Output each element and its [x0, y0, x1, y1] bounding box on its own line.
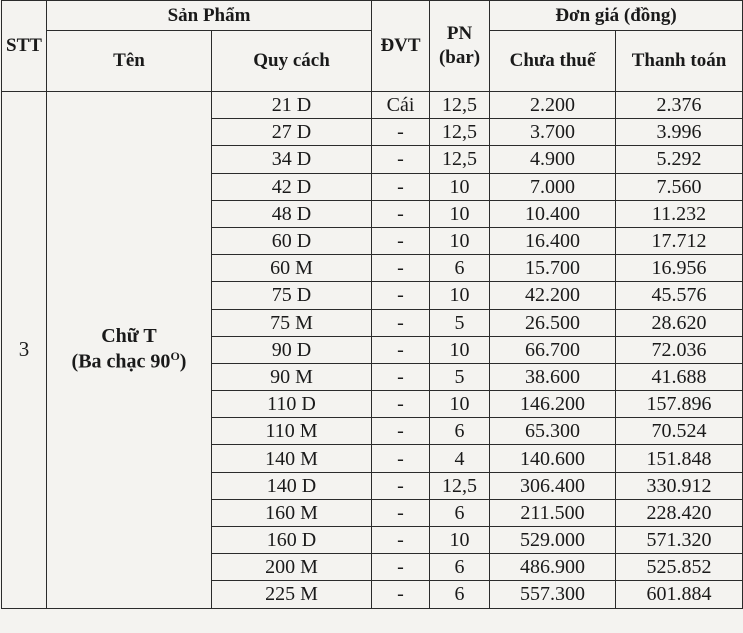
header-price-before-tax: Chưa thuế	[490, 31, 616, 92]
spec-cell: 200 M	[212, 554, 372, 581]
pn-cell: 12,5	[430, 119, 490, 146]
price-cell: 10.400	[490, 200, 616, 227]
total-cell: 41.688	[616, 363, 743, 390]
pn-cell: 5	[430, 363, 490, 390]
pn-cell: 10	[430, 527, 490, 554]
pn-cell: 6	[430, 499, 490, 526]
header-unit: ĐVT	[372, 1, 430, 92]
pn-cell: 12,5	[430, 472, 490, 499]
unit-cell: -	[372, 146, 430, 173]
price-cell: 16.400	[490, 227, 616, 254]
price-cell: 66.700	[490, 336, 616, 363]
spec-cell: 110 M	[212, 418, 372, 445]
header-name: Tên	[47, 31, 212, 92]
price-cell: 3.700	[490, 119, 616, 146]
degree-sign: O	[170, 349, 180, 364]
price-cell: 7.000	[490, 173, 616, 200]
table-body	[2, 92, 743, 609]
unit-cell: -	[372, 309, 430, 336]
unit-cell: -	[372, 336, 430, 363]
pn-cell: 6	[430, 581, 490, 608]
total-cell: 16.956	[616, 255, 743, 282]
spec-cell: 27 D	[212, 119, 372, 146]
unit-cell: -	[372, 499, 430, 526]
spec-cell: 140 M	[212, 445, 372, 472]
total-cell: 17.712	[616, 227, 743, 254]
table-row	[2, 92, 743, 119]
pn-cell: 5	[430, 309, 490, 336]
total-cell: 525.852	[616, 554, 743, 581]
product-name-cell	[47, 92, 212, 609]
unit-cell: -	[372, 227, 430, 254]
unit-cell: -	[372, 363, 430, 390]
price-cell: 2.200	[490, 92, 616, 119]
total-cell: 11.232	[616, 200, 743, 227]
price-cell: 486.900	[490, 554, 616, 581]
price-cell: 146.200	[490, 391, 616, 418]
unit-cell: -	[372, 200, 430, 227]
spec-cell: 21 D	[212, 92, 372, 119]
total-cell: 151.848	[616, 445, 743, 472]
spec-cell: 90 D	[212, 336, 372, 363]
total-cell: 2.376	[616, 92, 743, 119]
unit-cell: -	[372, 581, 430, 608]
unit-cell: -	[372, 445, 430, 472]
unit-cell: -	[372, 119, 430, 146]
pn-cell: 10	[430, 336, 490, 363]
total-cell: 157.896	[616, 391, 743, 418]
pn-cell: 6	[430, 554, 490, 581]
price-cell: 211.500	[490, 499, 616, 526]
price-cell: 306.400	[490, 472, 616, 499]
pn-cell: 10	[430, 173, 490, 200]
spec-cell: 34 D	[212, 146, 372, 173]
total-cell: 330.912	[616, 472, 743, 499]
total-cell: 571.320	[616, 527, 743, 554]
price-cell: 26.500	[490, 309, 616, 336]
unit-cell: -	[372, 472, 430, 499]
total-cell: 70.524	[616, 418, 743, 445]
header-price-group: Đơn giá (đồng)	[490, 1, 743, 31]
price-cell: 42.200	[490, 282, 616, 309]
total-cell: 7.560	[616, 173, 743, 200]
total-cell: 72.036	[616, 336, 743, 363]
header-price-total: Thanh toán	[616, 31, 743, 92]
spec-cell: 60 D	[212, 227, 372, 254]
pn-cell: 12,5	[430, 146, 490, 173]
spec-cell: 160 D	[212, 527, 372, 554]
spec-cell: 60 M	[212, 255, 372, 282]
total-cell: 45.576	[616, 282, 743, 309]
price-cell: 557.300	[490, 581, 616, 608]
spec-cell: 42 D	[212, 173, 372, 200]
pn-cell: 4	[430, 445, 490, 472]
spec-cell: 90 M	[212, 363, 372, 390]
unit-cell: -	[372, 527, 430, 554]
product-desc-close: )	[179, 351, 187, 374]
header-pn	[430, 1, 490, 92]
pn-cell: 10	[430, 227, 490, 254]
unit-cell: -	[372, 255, 430, 282]
header-pn-label: PN	[446, 23, 473, 45]
header-stt: STT	[2, 1, 47, 92]
price-cell: 65.300	[490, 418, 616, 445]
table-header	[2, 1, 743, 92]
unit-cell: -	[372, 391, 430, 418]
unit-cell: Cái	[372, 92, 430, 119]
header-spec: Quy cách	[212, 31, 372, 92]
product-desc: (Ba chạc 90	[71, 351, 171, 374]
header-pn-unit: (bar)	[438, 47, 481, 68]
spec-cell: 140 D	[212, 472, 372, 499]
pn-cell: 10	[430, 282, 490, 309]
price-cell: 529.000	[490, 527, 616, 554]
unit-cell: -	[372, 554, 430, 581]
unit-cell: -	[372, 173, 430, 200]
price-cell: 38.600	[490, 363, 616, 390]
spec-cell: 110 D	[212, 391, 372, 418]
price-cell: 140.600	[490, 445, 616, 472]
spec-cell: 75 M	[212, 309, 372, 336]
unit-cell: -	[372, 418, 430, 445]
spec-cell: 75 D	[212, 282, 372, 309]
total-cell: 601.884	[616, 581, 743, 608]
total-cell: 3.996	[616, 119, 743, 146]
pn-cell: 6	[430, 418, 490, 445]
spec-cell: 225 M	[212, 581, 372, 608]
total-cell: 28.620	[616, 309, 743, 336]
price-cell: 4.900	[490, 146, 616, 173]
unit-cell: -	[372, 282, 430, 309]
total-cell: 5.292	[616, 146, 743, 173]
pn-cell: 6	[430, 255, 490, 282]
pn-cell: 10	[430, 200, 490, 227]
stt-cell: 3	[2, 92, 47, 609]
pn-cell: 12,5	[430, 92, 490, 119]
product-name: Chữ T	[101, 325, 157, 348]
spec-cell: 48 D	[212, 200, 372, 227]
total-cell: 228.420	[616, 499, 743, 526]
pn-cell: 10	[430, 391, 490, 418]
price-table	[1, 0, 743, 609]
price-cell: 15.700	[490, 255, 616, 282]
header-product-group: Sản Phẩm	[47, 1, 372, 31]
spec-cell: 160 M	[212, 499, 372, 526]
